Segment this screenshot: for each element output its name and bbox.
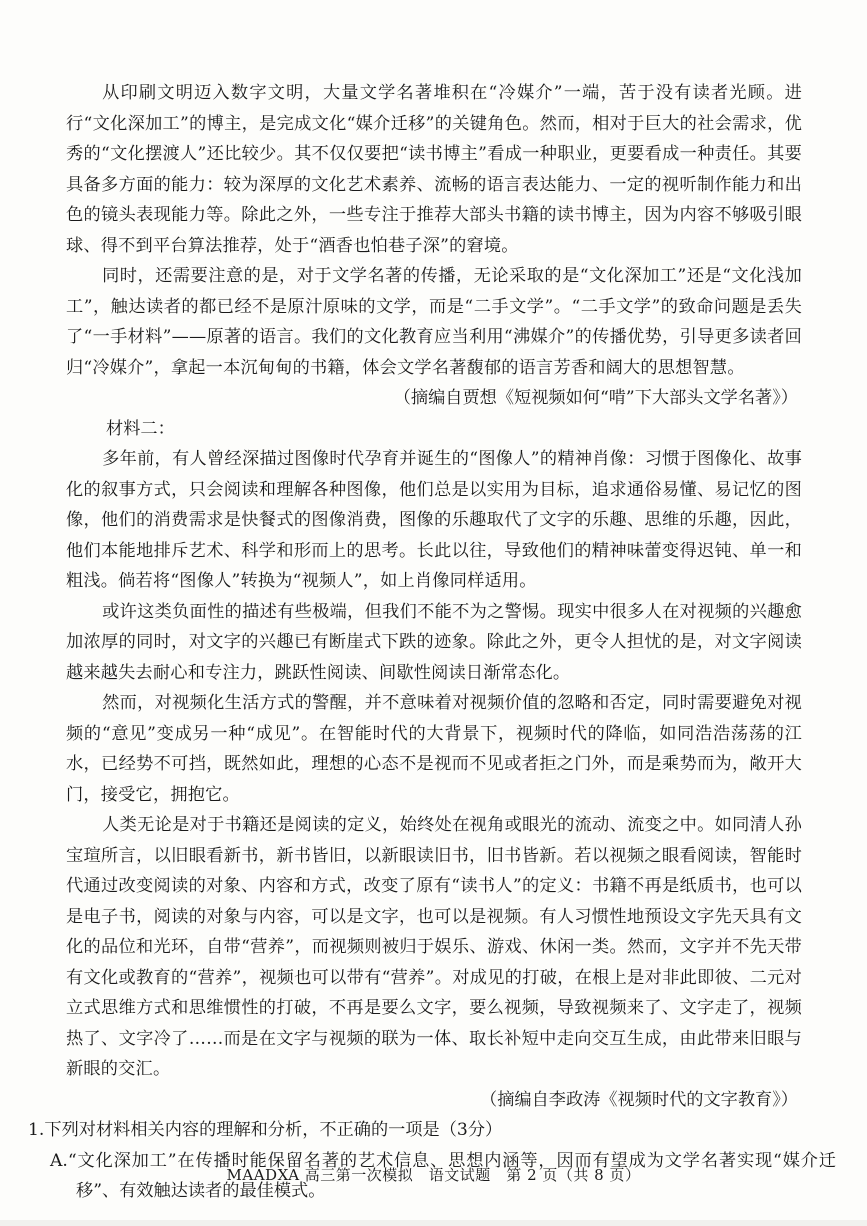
page-content bbox=[28, 78, 836, 1207]
scan-edge bbox=[0, 1220, 867, 1226]
paragraph-image-people: 多年前，有人曾经深描过图像时代孕育并诞生的“图像人”的精神肖像：习惯于图像化、故事化的叙事方式，只会阅读和理解各种图像，他们总是以实用为目标，追求通俗易懂、易记忆的图像，他们的消费需求是快餐式的图像消费，图像的乐趣取代了文字的乐趣、思维的乐趣，因此，他们本能地排斥艺术、科学和形而上的思考。长此以往，导致他们的精神味蕾变得迟钝、单一和粗浅。倘若将“图像人”转换为“视频人”，如上肖像同样适用。 bbox=[66, 449, 802, 591]
question-1-option-a: A.“文化深加工”在传播时能保留名著的艺术信息、思想内涵等，因而有望成为文学名著实现“媒介迁移”、有效触达读者的最佳模式。 bbox=[50, 1150, 836, 1201]
paragraph-negative-description: 或许这类负面性的描述有些极端，但我们不能不为之警惕。现实中很多人在对视频的兴趣愈加浓厚的同时，对文字的兴趣已有断崖式下跌的迹象。除此之外，更令人担忧的是，对文字阅读越来越失去耐心和专注力，跳跃性阅读、间歇性阅读日渐常态化。 bbox=[66, 601, 802, 683]
material-2-heading: 材料二： bbox=[106, 418, 175, 439]
source-citation-2: （摘编自李政涛《视频时代的文字教育》） bbox=[480, 1089, 798, 1110]
question-1: 1.下列对材料相关内容的理解和分析，不正确的一项是（3分） bbox=[28, 1120, 503, 1140]
paragraph-media-migration: 从印刷文明迈入数字文明，大量文学名著堆积在“冷媒介”一端，苦于没有读者光顾。进行“文化深加工”的博主，是完成文化“媒介迁移”的关键角色。然而，相对于巨大的社会需求，优秀的“文化摆渡人”还比较少。其不仅仅要把“读书博主”看成一种职业，更要看成一种责任。其要具备多方面的能力：较为深厚的文化艺术素养、流畅的语言表达能力、一定的视听制作能力和出色的镜头表现能力等。除此之外，一些专注于推荐大部头书籍的读书博主，因为内容不够吸引眼球、得不到平台算法推荐，处于“酒香也怕巷子深”的窘境。 bbox=[66, 83, 802, 256]
paragraph-second-hand-literature: 同时，还需要注意的是，对于文学名著的传播，无论采取的是“文化深加工”还是“文化浅加工”，触达读者的都已经不是原汁原味的文学，而是“二手文学”。“二手文学”的致命问题是丢失了“一手材料”——原著的语言。我们的文化教育应当利用“沸媒介”的传播优势，引导更多读者回归“冷媒介”，拿起一本沉甸甸的书籍，体会文学名著馥郁的语言芳香和阔大的思想智慧。 bbox=[66, 266, 802, 378]
paragraph-reading-definition: 人类无论是对于书籍还是阅读的定义，始终处在视角或眼光的流动、流变之中。如同清人孙宝瑄所言，以旧眼看新书，新书皆旧，以新眼读旧书，旧书皆新。若以视频之眼看阅读，智能时代通过改变阅读的对象、内容和方式，改变了原有“读书人”的定义：书籍不再是纸质书，也可以是电子书，阅读的对象与内容，可以是文字，也可以是视频。有人习惯性地预设文字先天具有文化的品位和光环，自带“营养”，而视频则被归于娱乐、游戏、休闲一类。然而，文字并不先天带有文化或教育的“营养”，视频也可以带有“营养”。对成见的打破，在根上是对非此即彼、二元对立式思维方式和思维惯性的打破，不再是要么文字，要么视频，导致视频来了、文字走了，视频热了、文字冷了……而是在文字与视频的联为一体、取长补短中走向交互生成，由此带来旧眼与新眼的交汇。 bbox=[66, 815, 802, 1079]
page-footer: MAADXA 高三第一次模拟 语文试题 第 2 页（共 8 页） bbox=[226, 1166, 641, 1184]
paragraph-video-value: 然而，对视频化生活方式的警醒，并不意味着对视频价值的忽略和否定，同时需要避免对视频的“意见”变成另一种“成见”。在智能时代的大背景下，视频时代的降临，如同浩浩荡荡的江水，已经势不可挡，既然如此，理想的心态不是视而不见或者拒之门外，而是乘势而为，敞开大门，接受它，拥抱它。 bbox=[66, 693, 802, 805]
source-citation-1: （摘编自贾想《短视频如何“啃”下大部头文学名著》） bbox=[393, 388, 798, 408]
